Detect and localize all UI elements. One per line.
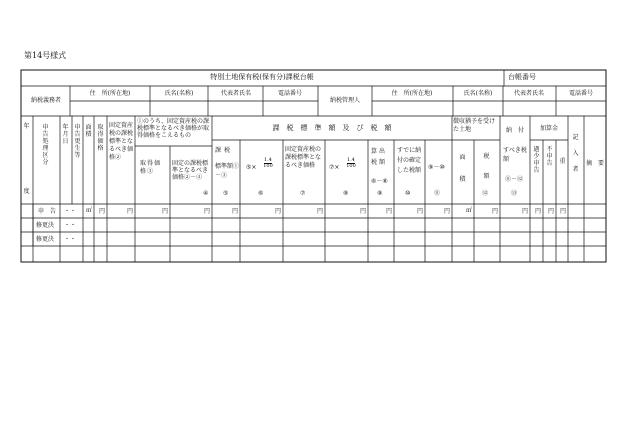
- area-header: 面積: [85, 124, 92, 138]
- form-number: 第14号様式: [24, 51, 67, 60]
- circle11-label: ⑪: [434, 190, 441, 197]
- fraction-1-numerator: 1.4: [264, 157, 272, 163]
- fraction-2: [346, 158, 356, 169]
- payable-formula-label: ⑪－⑫: [505, 176, 524, 183]
- recorder-header: 記入者: [572, 134, 579, 173]
- unit-yen-6: 円: [275, 208, 282, 215]
- row-amendment1-label: 修更決: [36, 222, 55, 229]
- row-declaration-label: 申 告: [38, 208, 57, 215]
- unit-yen-16: 円: [560, 208, 567, 215]
- year-header: 年: [23, 123, 30, 130]
- circle12-label: ⑫: [482, 190, 489, 197]
- unit-yen-5: 円: [232, 208, 239, 215]
- declaration-category-header: 申告処理区分: [42, 124, 49, 166]
- unit-yen-9: 円: [386, 208, 393, 215]
- deferred-land-header: 徴収猶予を受けた土地: [453, 118, 496, 133]
- unit-yen-12: 円: [492, 208, 499, 215]
- times2-label: ⑦×: [329, 164, 340, 171]
- already-paid-header: すでに納付の確定した税額: [397, 147, 422, 174]
- row2-date-dots: ・・: [64, 222, 77, 229]
- taxpayer-label: 納税義務者: [30, 97, 62, 104]
- row1-date-dots: ・・: [64, 208, 77, 215]
- acquisition-value-header: 取得価格: [97, 124, 104, 152]
- fraction-2-denominator: 100: [346, 163, 356, 169]
- date-header: 年月日: [62, 124, 69, 145]
- representative2-label: 代表者氏名: [513, 90, 545, 97]
- fraction-1-denominator: 100: [263, 163, 273, 169]
- fixed-asset-base7-header: 固定資産税の課税標準となるべき価格: [285, 146, 322, 169]
- unit-yen-15: 円: [548, 208, 555, 215]
- date-sub-header: 申告更生等: [74, 124, 81, 159]
- non-filing-header: 不申告: [546, 146, 553, 167]
- unit-yen-3: 円: [162, 208, 169, 215]
- unit-yen-11: 円: [444, 208, 451, 215]
- remarks-header: 摘 要: [585, 160, 605, 167]
- payment-header: 納 付: [505, 127, 525, 134]
- tax-manager-label: 納税管理人: [329, 97, 361, 104]
- representative-label: 代表者氏名: [220, 90, 252, 97]
- calc-formula-label: ⑥－⑧: [371, 178, 388, 185]
- address2-label: 住 所(所在地): [391, 90, 433, 97]
- unit-yen-14: 円: [535, 208, 542, 215]
- payable-tax-header: すべき税額: [503, 147, 527, 163]
- circle8-label: ⑧: [343, 190, 349, 197]
- circle6-label: ⑥: [258, 190, 264, 197]
- name2-label: 氏名(名称): [463, 90, 493, 97]
- tax-base-group-header: 課 税 標 準 額 及 び 税 額: [272, 124, 392, 132]
- unit-sqm-1: ㎡: [86, 207, 93, 214]
- fraction-1: [263, 158, 273, 169]
- additional-tax-header: 加算金: [539, 125, 559, 132]
- tax-amount-header: 税額: [483, 153, 490, 180]
- unit-yen-8: 円: [360, 208, 367, 215]
- phone-label: 電話番号: [277, 90, 303, 97]
- calc-tax-header: 算出税額: [371, 148, 388, 166]
- unit-yen-1: 円: [99, 208, 106, 215]
- acquisition-value3-header: 取得価格③: [140, 160, 162, 175]
- address-label: 住 所(所在地): [89, 90, 131, 97]
- fraction-2-numerator: 1.4: [347, 157, 355, 163]
- name-label: 氏名(名称): [164, 90, 194, 97]
- diff-label: ⑨－⑩: [428, 164, 445, 171]
- circle5-label: ⑤: [223, 190, 229, 197]
- row-amendment2-label: 修更決: [36, 236, 55, 243]
- year-header-bottom: 度: [23, 188, 30, 195]
- fixed-asset-base-header: 固定資産税の課税標準となるべき価格②: [109, 122, 134, 161]
- circle9-label: ⑨: [377, 190, 383, 197]
- tax-base-standard-label: 標準額①－③: [215, 163, 240, 179]
- circle4-label: ④: [203, 190, 209, 197]
- area2-header: 面積: [459, 154, 466, 183]
- understated-header: 過少申告: [533, 146, 540, 174]
- ledger-number-label: 台帳番号: [508, 73, 536, 81]
- circle13-label: ⑬: [511, 190, 518, 197]
- unit-yen-7: 円: [317, 208, 324, 215]
- unit-yen-4: 円: [204, 208, 211, 215]
- heavy-header: 重: [559, 158, 566, 165]
- phone2-label: 電話番号: [568, 90, 594, 97]
- fixed-asset-base4-header: 固定の課税標準となるべき価格②－④: [172, 160, 209, 181]
- unit-yen-10: 円: [417, 208, 424, 215]
- circle7-label: ⑦: [300, 190, 306, 197]
- ledger-title: 特別土地保有税(保有分)課税台帳: [210, 73, 314, 81]
- row3-date-dots: ・・: [64, 236, 77, 243]
- exceeding-part-header: ①のうち、固定資産税の課税標準となるべき価格が取得価格をこえるもの: [137, 118, 210, 139]
- unit-yen-13: 円: [522, 208, 529, 215]
- unit-yen-2: 円: [127, 208, 134, 215]
- circle10-label: ⑩: [405, 190, 411, 197]
- taxable-label: 課税: [215, 147, 234, 154]
- unit-sqm-2: ㎡: [466, 207, 473, 214]
- times1-label: ⑤×: [246, 164, 257, 171]
